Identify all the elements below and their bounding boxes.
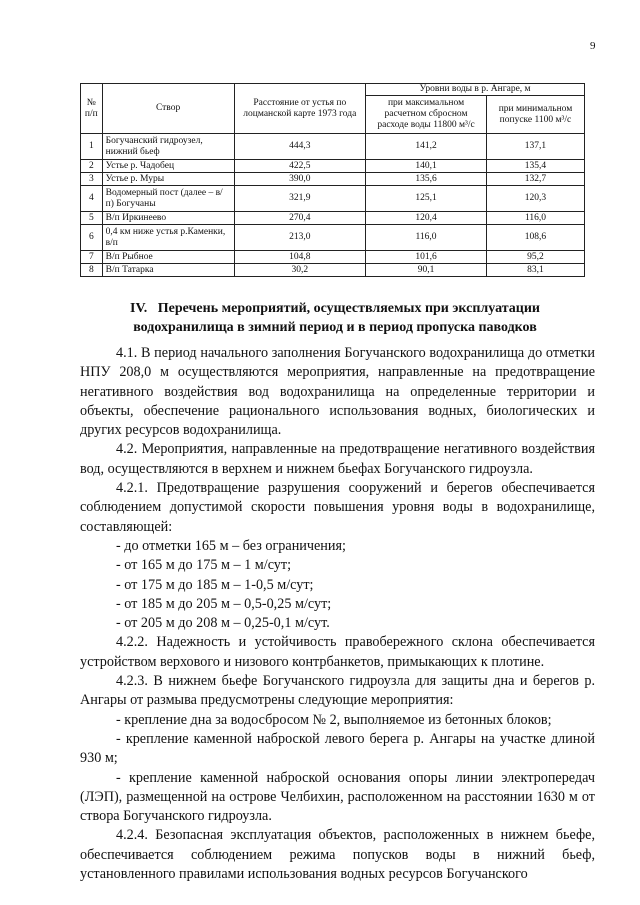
list-item: - крепление каменной наброской левого берега р. Ангары на участке длиной 930 м; [80, 730, 595, 767]
section-title-line-1: IV. Перечень мероприятий, осуществляемых при эксплуатации [130, 301, 540, 316]
list-item: - от 205 м до 208 м – 0,25-0,1 м/сут. [116, 615, 330, 632]
table-row [81, 173, 585, 186]
water-levels-table [80, 83, 585, 277]
paragraph-4-2-2: 4.2.2. Надежность и устойчивость правобережного склона обеспечивается устройством верхового и низового контрбанкетов, примыкающих к плотине. [80, 634, 595, 670]
cell-min-level: 135,4 [486, 160, 584, 173]
cell-distance: 444,3 [234, 134, 366, 160]
list-item: - от 175 м до 185 м – 1-0,5 м/сут; [116, 576, 314, 593]
cell-max-level: 120,4 [366, 212, 487, 225]
cell-num: 5 [81, 212, 103, 225]
table-row [81, 225, 585, 251]
cell-max-level: 141,2 [366, 134, 487, 160]
cell-num: 4 [81, 186, 103, 212]
cell-distance: 270,4 [234, 212, 366, 225]
cell-num: 2 [81, 160, 103, 173]
page-number: 9 [590, 40, 596, 52]
cell-num: 3 [81, 173, 103, 186]
list-item: - от 165 м до 175 м – 1 м/сут; [116, 557, 292, 574]
cell-min-level: 108,6 [486, 225, 584, 251]
header-num: № п/п [81, 84, 103, 134]
section-title-line-2: водохранилища в зимний период и в период пропуска паводков [133, 320, 537, 335]
table-row [81, 212, 585, 225]
paragraph-4-2-1: 4.2.1. Предотвращение разрушения сооружений и берегов обеспечивается соблюдением допустимой скорости повышения уровня воды в водохранилище, составляющей: [80, 480, 595, 535]
header-levels-group: Уровни воды в р. Ангаре, м [366, 84, 585, 96]
header-stvor: Створ [102, 84, 234, 134]
cell-distance: 321,9 [234, 186, 366, 212]
cell-max-level: 135,6 [366, 173, 487, 186]
cell-min-level: 120,3 [486, 186, 584, 212]
cell-distance: 422,5 [234, 160, 366, 173]
cell-num: 1 [81, 134, 103, 160]
paragraph-4-2-4: 4.2.4. Безопасная эксплуатация объектов, расположенных в нижнем бьефе, обеспечивается соблюдением режима попусков воды в нижний бьеф, установленного правилами использования водных ресурсов Богучанского [80, 827, 595, 883]
cell-stvor: Водомерный пост (далее – в/п) Богучаны [102, 186, 234, 212]
table-row [81, 186, 585, 212]
table-row [81, 160, 585, 173]
header-distance: Расстояние от устья по лоцманской карте 1973 года [234, 84, 366, 134]
table-row [81, 134, 585, 160]
table-row [81, 264, 585, 277]
section-title [85, 299, 585, 337]
cell-min-level: 137,1 [486, 134, 584, 160]
cell-max-level: 116,0 [366, 225, 487, 251]
list-item: - от 185 м до 205 м – 0,5-0,25 м/сут; [116, 595, 332, 612]
cell-max-level: 90,1 [366, 264, 487, 277]
header-max-discharge: при максимальном расчетном сбросном расходе воды 11800 м³/с [366, 96, 487, 134]
cell-stvor: В/п Иркинеево [102, 212, 234, 225]
list-item: - крепление каменной наброской основания опоры линии электропередач (ЛЭП), размещенной на острове Челбихин, расположенном на расстоянии 1630 м от створа Богучанского гидроузла. [80, 769, 595, 825]
cell-num: 8 [81, 264, 103, 277]
body-text [80, 344, 595, 884]
table-row [81, 251, 585, 264]
cell-max-level: 125,1 [366, 186, 487, 212]
cell-num: 6 [81, 225, 103, 251]
cell-min-level: 132,7 [486, 173, 584, 186]
cell-stvor: Богучанский гидроузел, нижний бьеф [102, 134, 234, 160]
cell-distance: 30,2 [234, 264, 366, 277]
cell-max-level: 140,1 [366, 160, 487, 173]
cell-num: 7 [81, 251, 103, 264]
cell-distance: 104,8 [234, 251, 366, 264]
cell-min-level: 83,1 [486, 264, 584, 277]
list-item: - до отметки 165 м – без ограничения; [116, 537, 346, 554]
cell-stvor: В/п Рыбное [102, 251, 234, 264]
cell-max-level: 101,6 [366, 251, 487, 264]
paragraph-4-2-3: 4.2.3. В нижнем бьефе Богучанского гидроузла для защиты дна и берегов р. Ангары от размыва предусмотрены следующие мероприятия: [80, 673, 595, 709]
cell-distance: 390,0 [234, 173, 366, 186]
cell-min-level: 95,2 [486, 251, 584, 264]
list-item: - крепление дна за водосбросом № 2, выполняемое из бетонных блоков; [116, 711, 552, 728]
cell-stvor: Устье р. Чадобец [102, 160, 234, 173]
cell-distance: 213,0 [234, 225, 366, 251]
paragraph-4-2: 4.2. Мероприятия, направленные на предотвращение негативного воздействия вод, осуществляются в верхнем и нижнем бьефах Богучанского гидроузла. [80, 441, 595, 477]
header-min-release: при минимальном попуске 1100 м³/с [486, 96, 584, 134]
cell-stvor: 0,4 км ниже устья р.Каменки, в/п [102, 225, 234, 251]
cell-min-level: 116,0 [486, 212, 584, 225]
cell-stvor: Устье р. Муры [102, 173, 234, 186]
paragraph-4-1: 4.1. В период начального заполнения Богучанского водохранилища до отметки НПУ 208,0 м осуществляются мероприятия, направленные на предотвращение негативного воздействия вод водохранилища на определенные территории и объекты, обеспечение рационального использования водных, биологических и других ресурсов водохранилища. [80, 345, 595, 439]
cell-stvor: В/п Татарка [102, 264, 234, 277]
